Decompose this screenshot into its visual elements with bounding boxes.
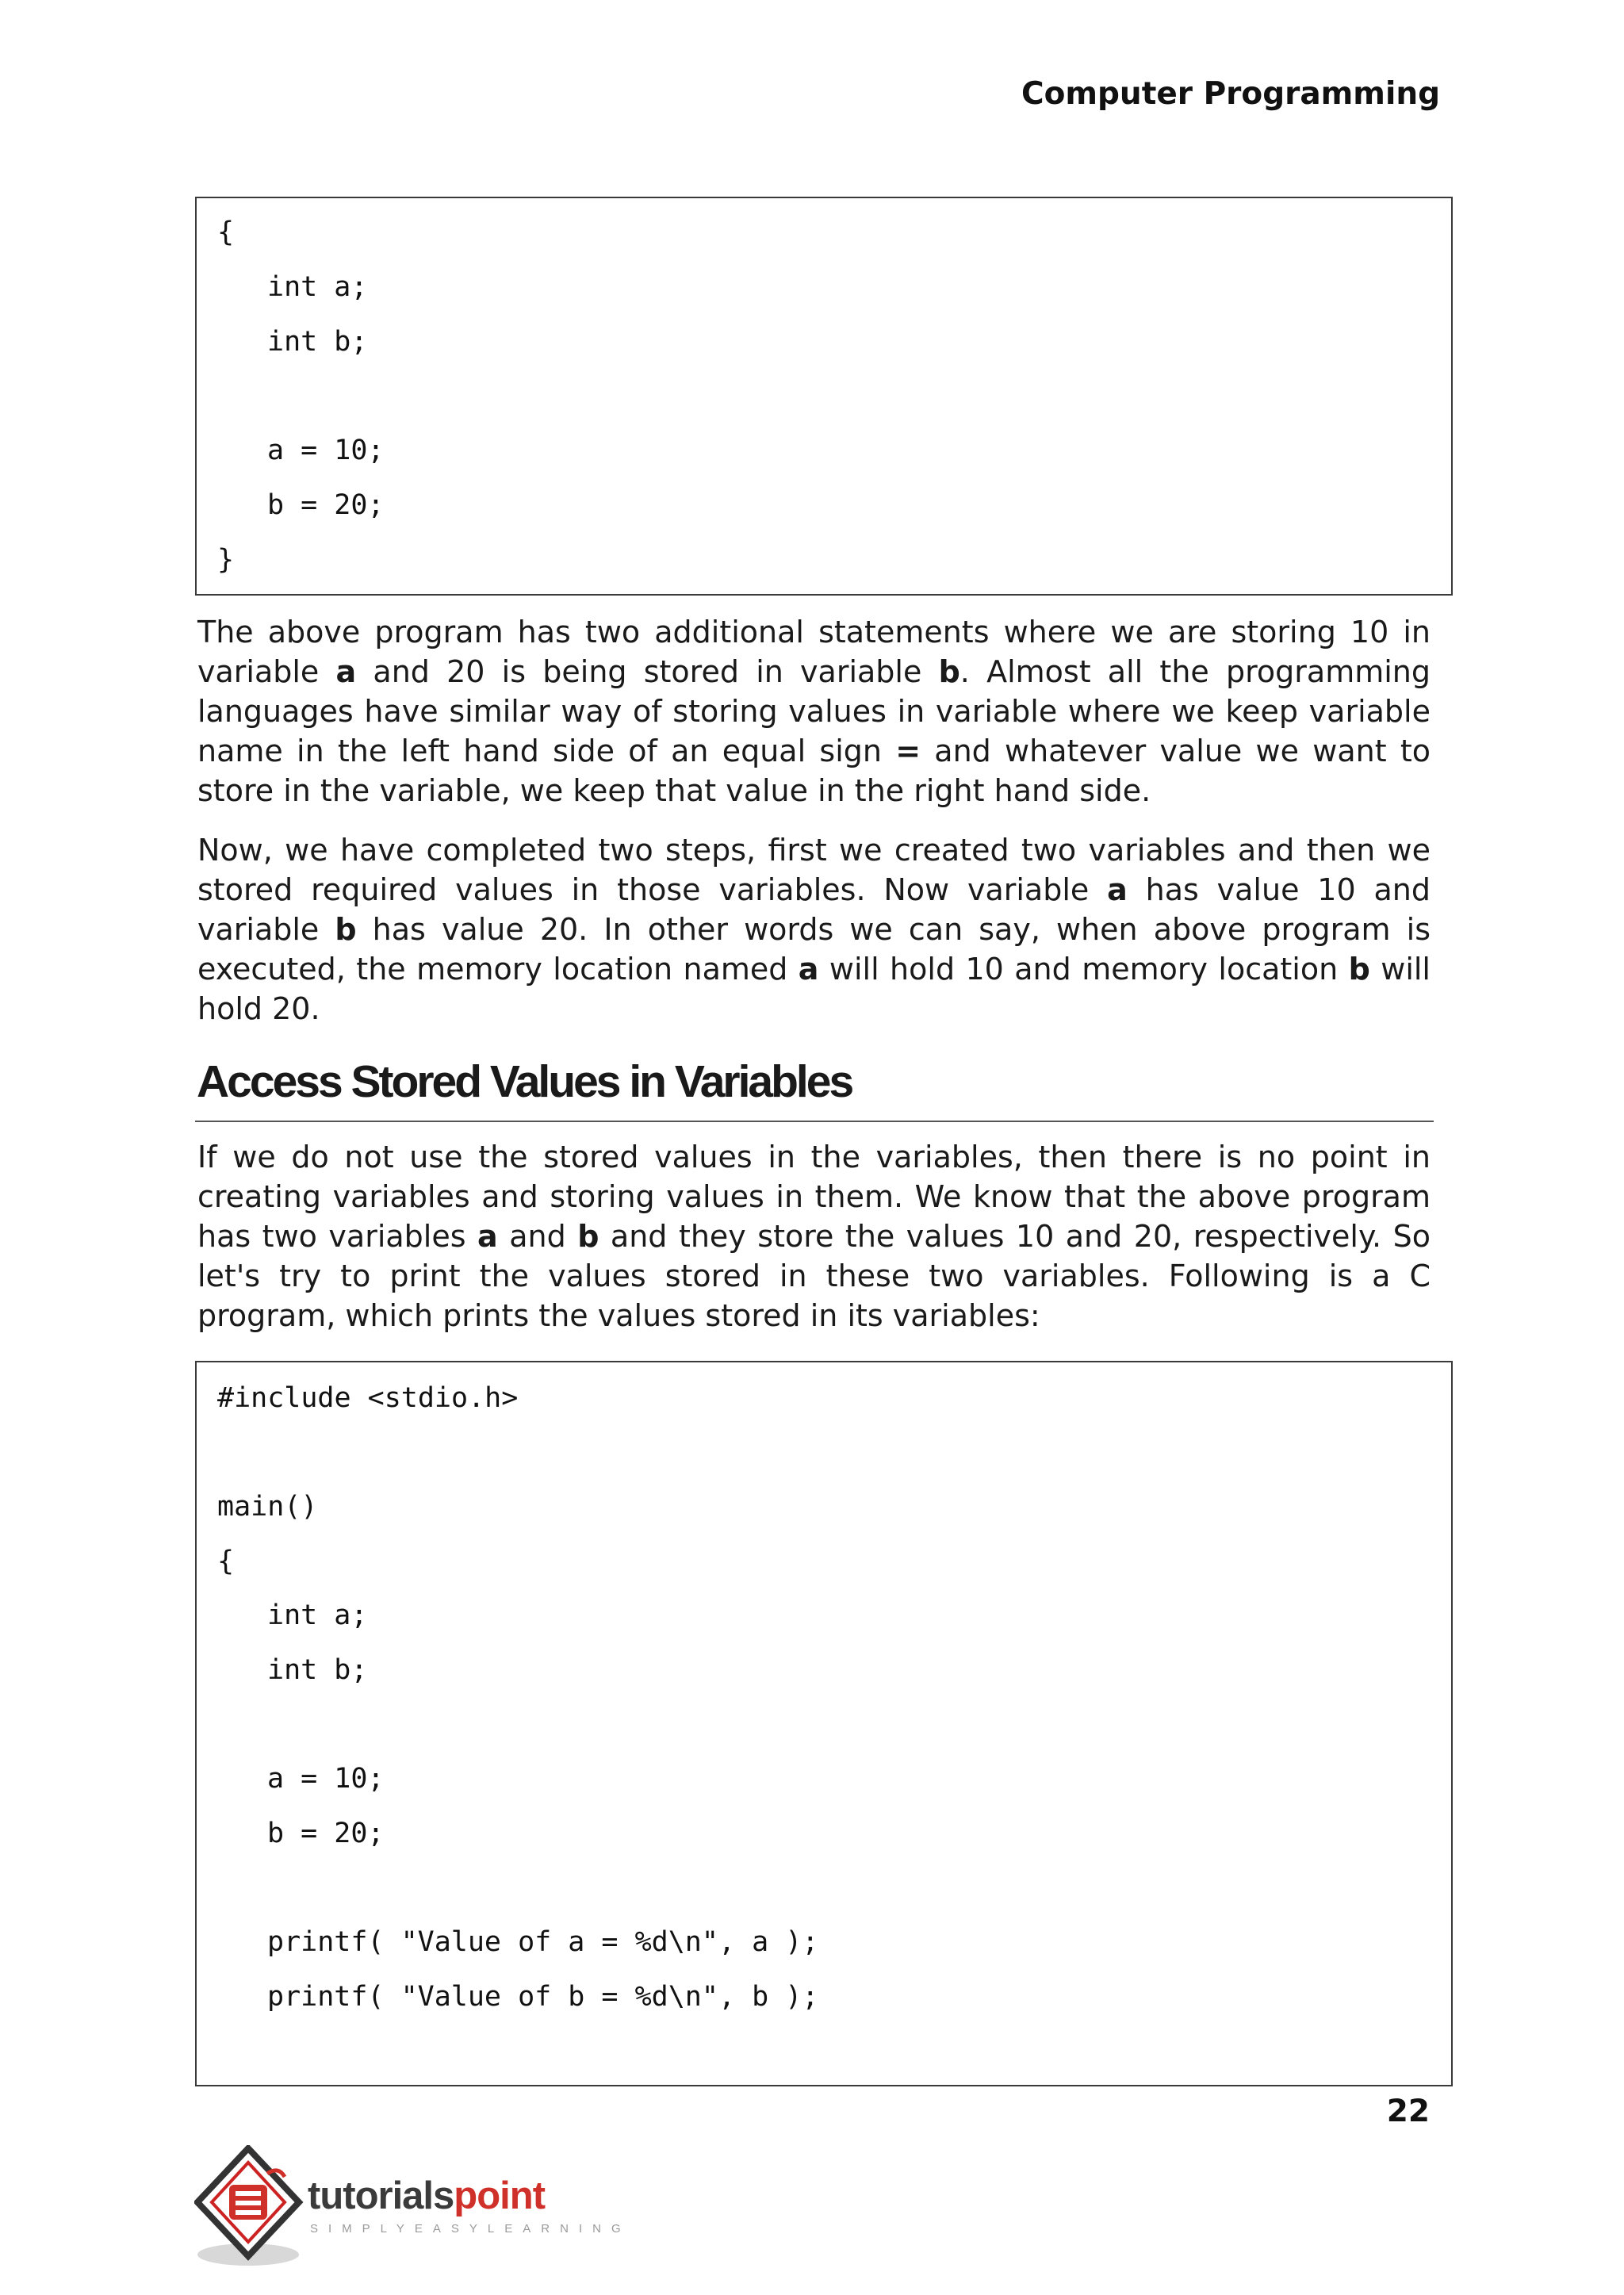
body-paragraph: If we do not use the stored values in the variables, then there is no point in creating variables and storing values in them. We know that the above program has two variables a and b and they store the values 10 and 20, respectively. So let's try to print the values stored in these two variables. Following is a C program, which prints the values stored in its variables:: [197, 1140, 1431, 1333]
code-line: printf( "Value of a = %d\n", a );: [267, 1926, 819, 1958]
logo-emblem-icon: [194, 2145, 313, 2272]
logo-tagline: SIMPLYEASYLEARNING: [310, 2222, 631, 2236]
code-line: b = 20;: [267, 1818, 385, 1849]
code-block: [195, 197, 1453, 596]
section-heading: Access Stored Values in Variables: [197, 1056, 852, 1107]
body-paragraph: The above program has two additional statements where we are storing 10 in variable a and 20 is being stored in variable b. Almost all the programming languages have similar way of storing values in variable where we keep variable name in the left hand side of an equal sign = and whatever value we want to store in the variable, we keep that value in the right hand side.: [197, 615, 1431, 808]
code-block: [195, 1361, 1453, 2086]
body-paragraph: Now, we have completed two steps, first we created two variables and then we stored required values in those variables. Now variable a has value 10 and variable b has value 20. In other words we can say, when above program is executed, the memory location named a will hold 10 and memory location b will hold 20.: [197, 833, 1431, 1026]
code-line: a = 10;: [267, 435, 385, 466]
tutorialspoint-logo: [194, 2145, 631, 2272]
code-line: b = 20;: [267, 489, 385, 521]
logo-wordmark: [308, 2174, 546, 2217]
code-line: printf( "Value of b = %d\n", b );: [267, 1981, 819, 2013]
code-line: int a;: [267, 271, 368, 303]
code-line: {: [217, 1546, 235, 1577]
running-header: Computer Programming: [1021, 76, 1440, 112]
logo-wordmark-point: point: [454, 2174, 546, 2217]
heading-underline: [195, 1121, 1434, 1122]
code-line: int b;: [267, 326, 368, 358]
code-line: }: [217, 544, 235, 576]
code-line: int a;: [267, 1600, 368, 1631]
logo-wordmark-tutorials: tutorials: [308, 2174, 454, 2217]
code-line: int b;: [267, 1654, 368, 1686]
code-line: a = 10;: [267, 1763, 385, 1795]
code-line: #include <stdio.h>: [217, 1382, 519, 1414]
page-number: 22: [1386, 2094, 1430, 2129]
code-line: {: [217, 216, 235, 248]
code-line: main(): [217, 1491, 318, 1523]
